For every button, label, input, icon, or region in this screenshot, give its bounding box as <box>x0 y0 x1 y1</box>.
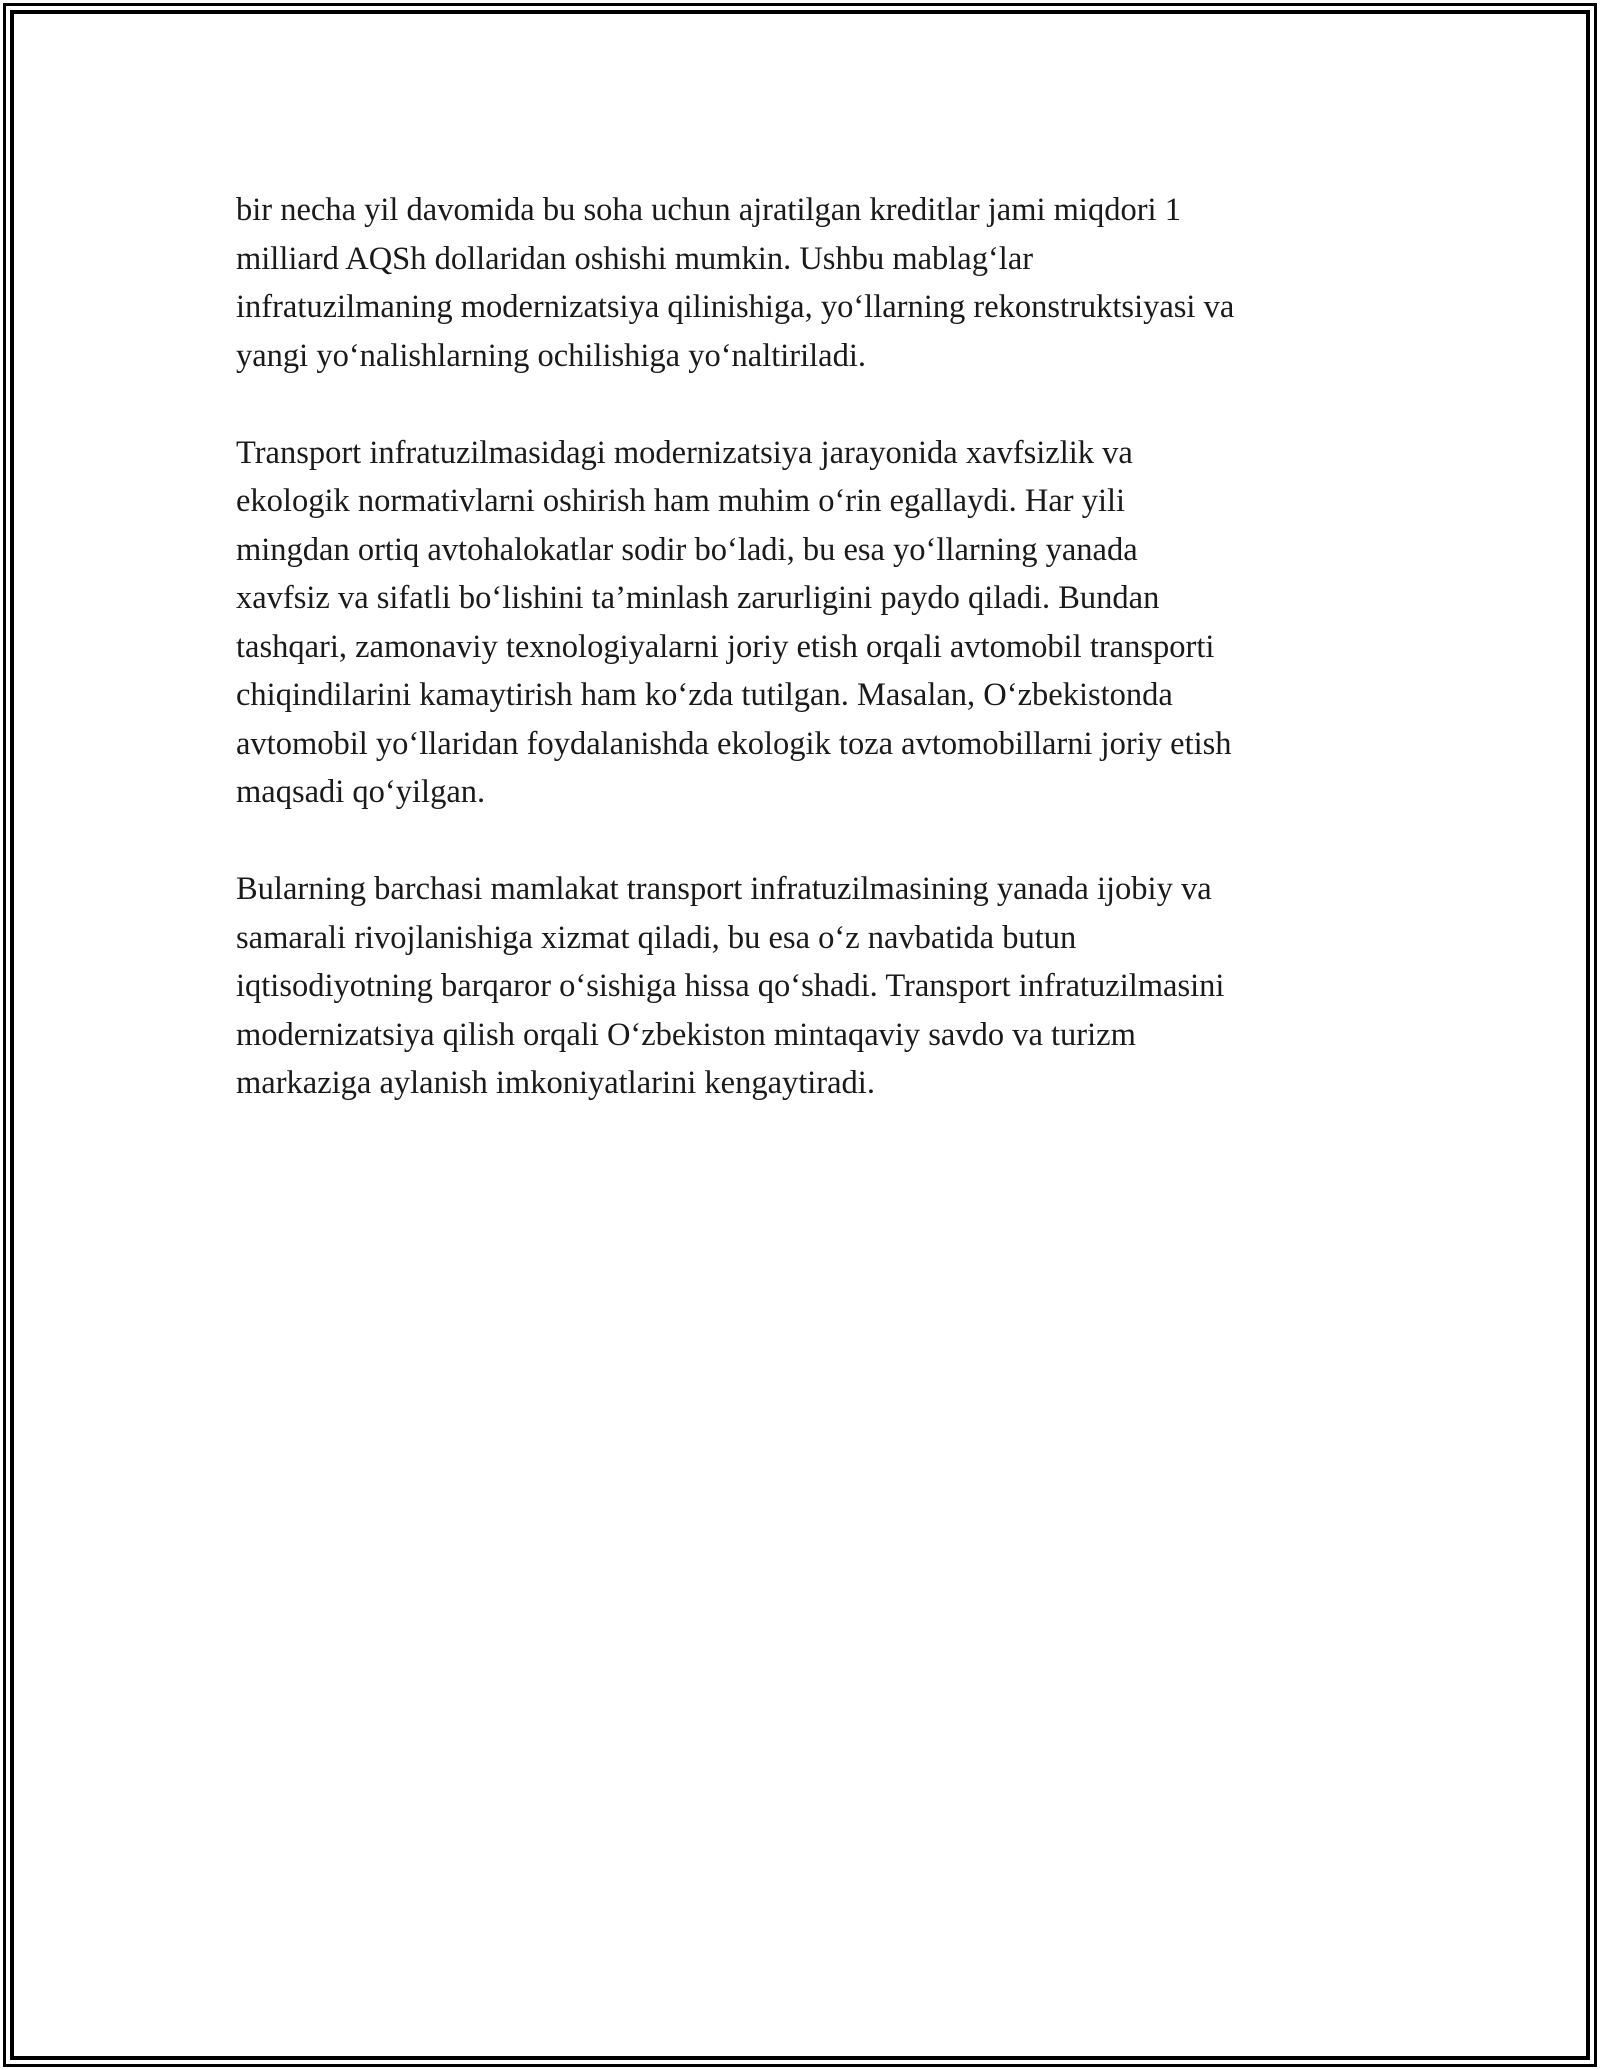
document-body <box>236 186 1376 1156</box>
text-line: mingdan ortiq avtohalokatlar sodir bo‘ladi, bu esa yo‘llarning yanada <box>236 531 1138 568</box>
text-line: modernizatsiya qilish orqali O‘zbekiston mintaqaviy savdo va turizm <box>236 1016 1136 1053</box>
text-line: milliard AQSh dollaridan oshishi mumkin. Ushbu mablag‘lar <box>236 240 1034 277</box>
text-line: iqtisodiyotning barqaror o‘sishiga hissa qo‘shadi. Transport infratuzilmasini <box>236 968 1225 1004</box>
text-line: ekologik normativlarni oshirish ham muhim o‘rin egallaydi. Har yili <box>236 483 1126 519</box>
text-line: Bularning barchasi mamlakat transport infratuzilmasining yanada ijobiy va <box>236 871 1212 907</box>
text-line: infratuzilmaning modernizatsiya qilinishiga, yo‘llarning rekonstruktsiyasi va <box>236 289 1235 325</box>
text-line: Transport infratuzilmasidagi modernizatsiya jarayonida xavfsizlik va <box>236 434 1133 471</box>
text-line: tashqari, zamonaviy texnologiyalarni joriy etish orqali avtomobil transporti <box>236 628 1215 665</box>
text-line: samarali rivojlanishiga xizmat qiladi, bu esa o‘z navbatida butun <box>236 919 1077 956</box>
paragraph-1 <box>236 186 1376 380</box>
paragraph-2 <box>236 429 1376 817</box>
text-line: avtomobil yo‘llaridan foydalanishda ekologik toza avtomobillarni joriy etish <box>236 725 1232 762</box>
text-line: yangi yo‘nalishlarning ochilishiga yo‘naltiriladi. <box>236 337 867 374</box>
text-line: chiqindilarini kamaytirish ham ko‘zda tutilgan. Masalan, O‘zbekistonda <box>236 677 1173 713</box>
text-line: xavfsiz va sifatli bo‘lishini ta’minlash zarurligini paydo qiladi. Bundan <box>236 580 1160 616</box>
text-line: bir necha yil davomida bu soha uchun ajratilgan kreditlar jami miqdori 1 <box>236 192 1181 228</box>
text-line: markaziga aylanish imkoniyatlarini kengaytiradi. <box>236 1065 875 1101</box>
text-line: maqsadi qo‘yilgan. <box>236 774 486 810</box>
paragraph-3 <box>236 865 1376 1108</box>
